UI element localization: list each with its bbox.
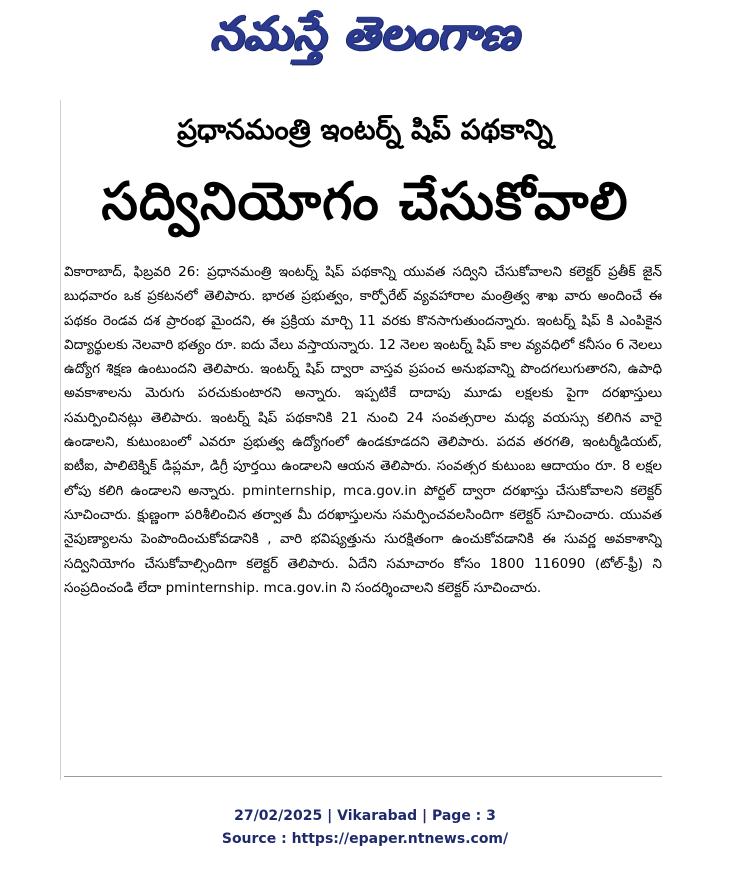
article-headline: సద్వినియోగం చేసుకోవాలి: [101, 172, 629, 232]
edition-info: 27/02/2025 | Vikarabad | Page : 3: [234, 808, 496, 824]
article-subheadline: ప్రధానమంత్రి ఇంటర్న్ షిప్ పథకాన్ని: [177, 113, 553, 146]
source-link[interactable]: Source : https://epaper.ntnews.com/: [221, 831, 509, 847]
newspaper-masthead: [150, 6, 580, 72]
masthead-title: నమస్తే తెలంగాణ: [210, 6, 520, 60]
article-end-rule: [64, 776, 662, 777]
article-body: వికారాబాద్, ఫిబ్రవరి 26: ప్రధానమంత్రి ఇంటర్న్ షిప్ పథకాన్ని యువత సద్విని చేసుకోవాలని కలెక్టర్ ప్రతీక్ జైన్ బుధవారం ఒక ప్రకటనలో తెలిపారు. భారత ప్రభుత్వం, కార్పోరేట్ వ్యవహారాల మంత్రిత్వ శాఖ వారు అందించే ఈ పథకం రెండవ దశ ప్రారంభ మైందని, ఈ ప్రక్రియ మార్చి 11 వరకు కొనసాగుతుందన్నారు. ఇంటర్న్ షిప్ కి ఎంపికైన విద్యార్థులకు నెలవారి భత్యం రూ. ఐదు వేలు వస్తాయన్నారు. 12 నెలల ఇంటర్న్ షిప్ కాల వ్యవధిలో కనీసం 6 నెలలు ఉద్యోగ శిక్షణ ఉంటుందని తెలిపారు. ఇంటర్న్ షిప్ ద్వారా వాస్తవ ప్రపంచ అనుభవాన్ని పొందగలుగుతారని, ఉపాధి అవకాశాలను మెరుగు పరచుకుంటారని అన్నారు. ఇప్పటికే దాదాపు మూడు లక్షలకు పైగా దరఖాస్తులు సమర్పించినట్లు తెలిపారు. ఇంటర్న్ షిప్ పథకానికి 21 నుంచి 24 సంవత్సరాల మధ్య వయస్సు కలిగిన వారై ఉండాలని, కుటుంబంలో ఎవరూ ప్రభుత్వ ఉద్యోగంలో ఉండకూడదని తెలిపారు. పదవ తరగతి, ఇంటర్మీడియట్, ఐటీఐ, పాలిటెక్నిక్ డిప్లమా, డిగ్రీ పూర్తయి ఉండాలని ఆయన తెలిపారు. సంవత్సర కుటుంబ ఆదాయం రూ. 8 లక్షల లోపు కలిగి ఉండాలని అన్నారు. pminternship, mca.gov.in పోర్టల్ ద్వారా దరఖాస్తు చేసుకోవాలని కలెక్టర్ సూచించారు. క్షుణ్ణంగా పరిశీలించిన తర్వాత మీ దరఖాస్తులను సమర్పించవలసిందిగా కలెక్టర్ సూచించారు. యువత నైపుణ్యాలను పెంపొందించుకోవడానికి , వారి భవిష్యత్తును సురక్షితంగా ఉంచుకోవడానికి ఈ సువర్ణ అవకాశాన్ని సద్వినియోగం చేసుకోవాల్సిందిగా కలెక్టర్ తెలిపారు. ఏదేని సమాచారం కోసం 1800 116090 (టోల్-ఫ్రీ) ని సంప్రదించండి లేదా pminternship. mca.gov.in ని సందర్శించాలని కలెక్టర్ సూచించారు.: [64, 264, 662, 596]
